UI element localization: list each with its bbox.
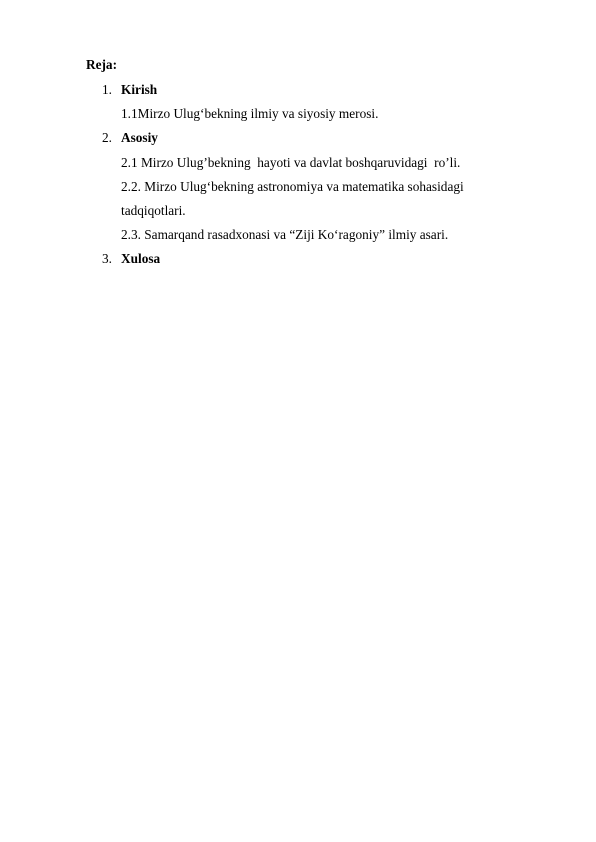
section-number: 2. xyxy=(102,130,112,145)
section-title-kirish: Kirish xyxy=(121,82,158,97)
subsection-item: 2.2. Mirzo Ulug‘bekning astronomiya va matematika sohasidagi xyxy=(121,179,464,194)
subsection-item-continuation: tadqiqotlari. xyxy=(121,203,186,218)
plan-heading: Reja: xyxy=(86,57,118,72)
subsection-item: 2.3. Samarqand rasadxonasi va “Ziji Ko‘ragoniy” ilmiy asari. xyxy=(121,227,449,242)
subsection-item: 1.1Mirzo Ulug‘bekning ilmiy va siyosiy merosi. xyxy=(121,106,379,121)
section-title-xulosa: Xulosa xyxy=(121,251,161,266)
subsection-item: 2.1 Mirzo Ulug’bekning hayoti va davlat boshqaruvidagi ro’li. xyxy=(121,155,461,170)
section-number: 3. xyxy=(102,251,112,266)
section-title-asosiy: Asosiy xyxy=(121,130,158,145)
section-number: 1. xyxy=(102,82,112,97)
